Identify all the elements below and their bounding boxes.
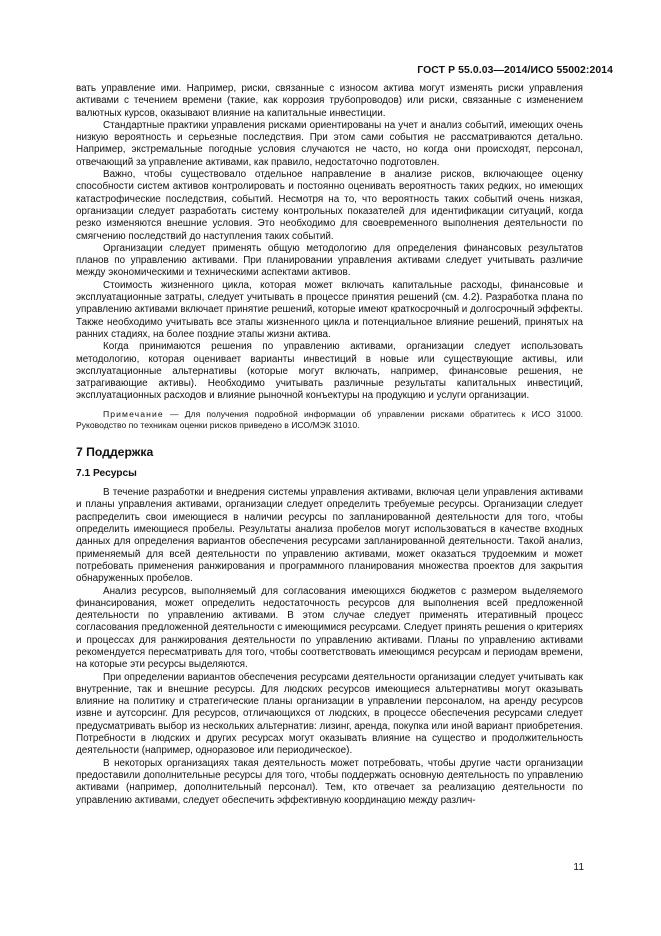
section-heading: 7 Поддержка bbox=[76, 444, 154, 459]
paragraph: Важно, чтобы существовало отдельное направление в анализе рисков, включающее оценку способности систем активов контролировать и постоянно оценивать вероятность таких редких, но имеющих катастрофические последствия, событий. Несмотря на то, что вероятность таких событий очень низкая, организации следует разработать систему контрольных показателей для идентификации ситуаций, когда резко изменяются внешние условия. Это необходимо для своевременного выполнения деятельности по смягчению последствий до наступления таких событий. bbox=[76, 169, 583, 242]
paragraph: Стандартные практики управления рисками ориентированы на учет и анализ событий, имеющих очень низкую вероятность и серьезные последствия. При этом сами события не рассматриваются детально. Например, экстремальные погодные условия случаются не часто, но когда они происходят, персонал, отвечающий за управление активами, как правило, недостаточно подготовлен. bbox=[76, 119, 583, 168]
paragraph: В некоторых организациях такая деятельность может потребовать, чтобы другие части организации предоставили дополнительные ресурсы для того, чтобы поддержать основную деятельность по управлению активами (например, дополнительный персонал). Тем, кто отвечает за реализацию деятельности по управлению активами, следует обеспечить эффективную координацию между различ- bbox=[76, 757, 583, 806]
paragraph: При определении вариантов обеспечения ресурсами деятельности организации следует учитывать как внутренние, так и внешние ресурсы. Для людских ресурсов имеющиеся альтернативы могут оказывать влияние на политику и стратегические планы организации в управлении персоналом, на аренду ресурсов извне и аутсорсинг. Для ресурсов, отличающихся от людских, в процессе обеспечения ресурсами следует предусматривать выбор из нескольких альтернатив: лизинг, аренда, покупка или иной вариант приобретения. Потребности в людских и других ресурсах могут оказывать влияние на существо и продолжительность деятельности (например, одноразовое или периодическое). bbox=[76, 671, 583, 757]
paragraph: Когда принимаются решения по управлению активами, организации следует использовать методологию, которая оценивает варианты инвестиций в новые или существующие активы, или эксплуатационные альтернативы (которые могут включать, например, финансовые решения, не затрагивающие активы). Необходимо учитывать различные результаты капитальных инвестиций, эксплуатационных расходов и влияние рыночной конъектуры на продукцию и услуги организации. bbox=[76, 341, 583, 402]
paragraph: В течение разработки и внедрения системы управления активами, включая цели управления активами и планы управления активами, организации следует определить требуемые ресурсы. Организации следует распределить свои имеющиеся в наличии ресурсы по запланированной деятельности для того, чтобы определить имеющиеся пробелы. Результаты анализа пробелов могут использоваться в качестве входных данных для определения вариантов обеспечения ресурсами запланированной деятельности. Такой анализ, применяемый для всей деятельности по управлению активами, может оказаться трудоемким и может потребовать применения ранжирования и программного планирования множества проектов для закрытия обнаруженных пробелов. bbox=[76, 487, 583, 585]
subsection-heading: 7.1 Ресурсы bbox=[76, 467, 137, 479]
paragraph: вать управление ими. Например, риски, связанные с износом актива могут изменять риски управления активами с течением времени (такие, как коррозия трубопроводов) или риски, связанные с изменением валютных курсов, оказывают влияние на капитальные инвестиции. bbox=[76, 83, 583, 119]
paragraph: Организации следует применять общую методологию для определения финансовых результатов планов по управлению активами. При планировании управления активами следует учитывать различие между экономическими и техническими аспектами активов. bbox=[76, 242, 583, 279]
paragraph: Анализ ресурсов, выполняемый для согласования имеющихся бюджетов с размером выделяемого финансирования, может определить недостаточность ресурсов для выполнения всей предложенной деятельности по управлению активами. В этом случае следует применять итеративный процесс согласования предложенной деятельности с имеющимися ресурсами. Следует принять решения о критериях и процессах для ранжирования деятельности по управлению активами. Планы по управлению активами рекомендуется пересматривать для того, чтобы соответствовать имеющимся ресурсам и периодам времени, на которые эти ресурсы выделяются. bbox=[76, 585, 583, 671]
document-header: ГОСТ Р 55.0.03—2014/ИСО 55002:2014 bbox=[417, 65, 613, 76]
note-label: Примечание bbox=[103, 408, 164, 419]
note bbox=[76, 409, 583, 432]
page-number: 11 bbox=[573, 862, 584, 873]
paragraph: Стоимость жизненного цикла, которая может включать капитальные расходы, финансовые и эксплуатационные затраты, следует учитывать в процессе принятия решений (см. 4.2). Разработка плана по управлению активами включает принятие решений, которые имеют краткосрочный и долгосрочный эффекты. Также необходимо учитывать все этапы жизненного цикла и потенциальное влияние решений, принятых на ранних стадиях, на более поздние этапы жизни актива. bbox=[76, 279, 583, 340]
page-body bbox=[76, 83, 583, 807]
note-text: — Для получения подробной информации об управлении рисками обратитесь к ИСО 31000. Руководство по техникам оценки рисков приведено в ИСО/МЭК 31010. bbox=[76, 408, 583, 431]
